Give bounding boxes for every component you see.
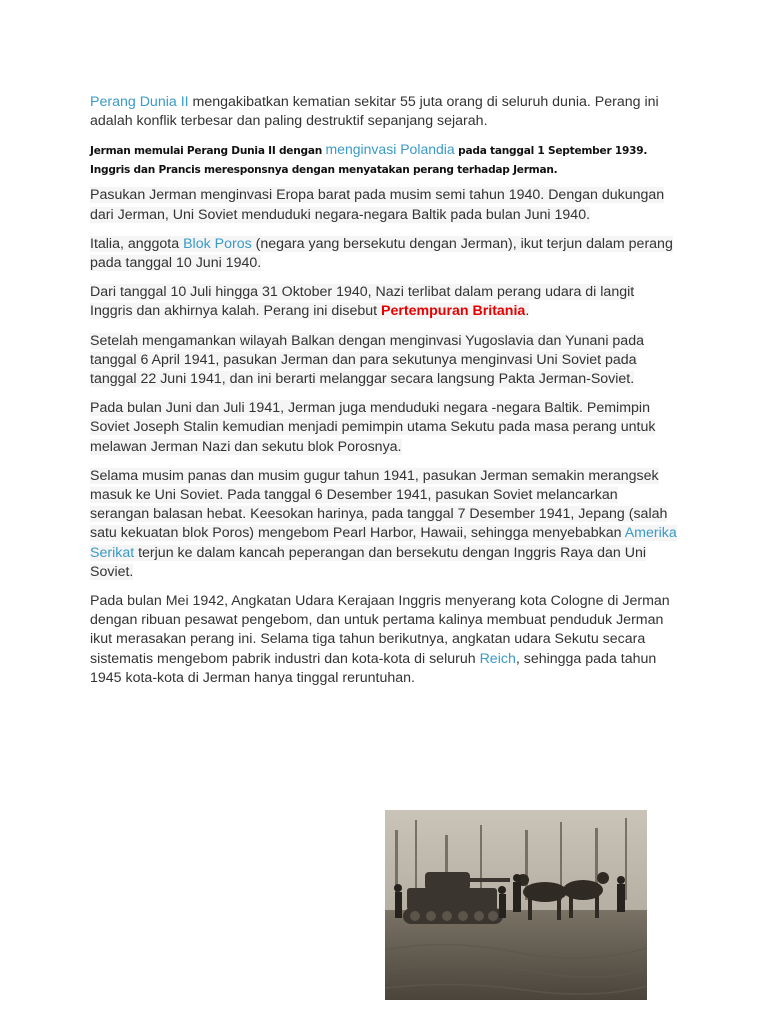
paragraph-text: Pasukan Jerman menginvasi Eropa barat pada musim semi tahun 1940. Dengan dukungan dari Jerman, Uni Soviet menduduki negara-negara Baltik pada bulan Juni 1940.	[90, 187, 665, 223]
paragraph-balkan	[90, 332, 680, 390]
paragraph-pearl-harbor	[90, 467, 680, 582]
paragraph-text: terjun ke dalam kancah peperangan dan bersekutu dengan Inggris Raya dan Uni Soviet.	[90, 544, 647, 580]
paragraph-italia	[90, 235, 680, 273]
paragraph-cologne	[90, 592, 680, 688]
paragraph-polandia	[90, 140, 680, 180]
paragraph-text: Pada bulan Mei 1942, Angkatan Udara Kerajaan Inggris menyerang kota Cologne di Jerman dengan ribuan pesawat pengebom, dan untuk pertama kalinya membuat penduduk Jerman ikut merasakan perang ini. Selama tiga tahun berikutnya, angkatan udara Sekutu secara sistematis mengebom pabrik industri dan kota-kota di seluruh	[90, 593, 670, 667]
paragraph-text: Dari tanggal 10 Juli hingga 31 Oktober 1940, Nazi terlibat dalam perang udara di langit Inggris dan akhirnya kalah. Perang ini disebut	[90, 284, 635, 320]
link-reich[interactable]: Reich	[479, 650, 516, 667]
paragraph-text: mengakibatkan kematian sekitar 55 juta orang di seluruh dunia. Perang ini adalah konflik terbesar dan paling destruktif sepanjang sejarah.	[90, 94, 659, 130]
paragraph-text: Italia, anggota	[90, 235, 184, 252]
historical-photo	[385, 810, 647, 1000]
article-body	[90, 93, 680, 688]
paragraph-text: , sehingga pada tahun 1945 kota-kota di Jerman hanya tinggal reruntuhan.	[90, 650, 657, 686]
paragraph-text: .	[525, 303, 530, 320]
paragraph-intro	[90, 93, 680, 131]
link-blok-poros[interactable]: Blok Poros	[183, 235, 252, 252]
paragraph-baltik	[90, 399, 680, 457]
paragraph-text: pada tanggal 1 September 1939. Inggris dan Prancis meresponsnya dengan menyatakan perang terhadap Jerman.	[90, 145, 648, 177]
paragraph-text: (negara yang bersekutu dengan Jerman), ikut terjun dalam perang pada tanggal 10 Juni 1940.	[90, 235, 673, 272]
link-menginvasi-polandia[interactable]: menginvasi Polandia	[325, 141, 455, 158]
photo-illustration	[385, 810, 647, 1000]
paragraph-text: Jerman memulai Perang Dunia II dengan	[90, 145, 326, 158]
paragraph-britania	[90, 283, 680, 321]
link-perang-dunia-ii[interactable]: Perang Dunia II	[90, 94, 189, 110]
link-pertempuran-britania[interactable]: Pertempuran Britania	[381, 303, 526, 320]
paragraph-text: Setelah mengamankan wilayah Balkan dengan menginvasi Yugoslavia dan Yunani pada tanggal 6 April 1941, pasukan Jerman dan para sekutunya menginvasi Uni Soviet pada tanggal 22 Juni 1941, dan ini berarti melanggar secara langsung Pakta Jerman-Soviet.	[90, 332, 644, 388]
paragraph-text: Selama musim panas dan musim gugur tahun 1941, pasukan Jerman semakin merangsek masuk ke Uni Soviet. Pada tanggal 6 Desember 1941, pasukan Soviet melancarkan serangan balasan hebat. Keesokan harinya, pada tanggal 7 Desember 1941, Jepang (salah satu kekuatan blok Poros) mengebom Pearl Harbor, Hawaii, sehingga menyebabkan	[90, 467, 668, 542]
link-amerika-serikat[interactable]: Amerika Serikat	[90, 525, 677, 561]
paragraph-eropa-barat	[90, 186, 680, 224]
paragraph-text: Pada bulan Juni dan Juli 1941, Jerman juga menduduki negara -negara Baltik. Pemimpin Soviet Joseph Stalin kemudian menjadi pemimpin utama Sekutu pada masa perang untuk melawan Jerman Nazi dan sekutu blok Porosnya.	[90, 400, 656, 455]
